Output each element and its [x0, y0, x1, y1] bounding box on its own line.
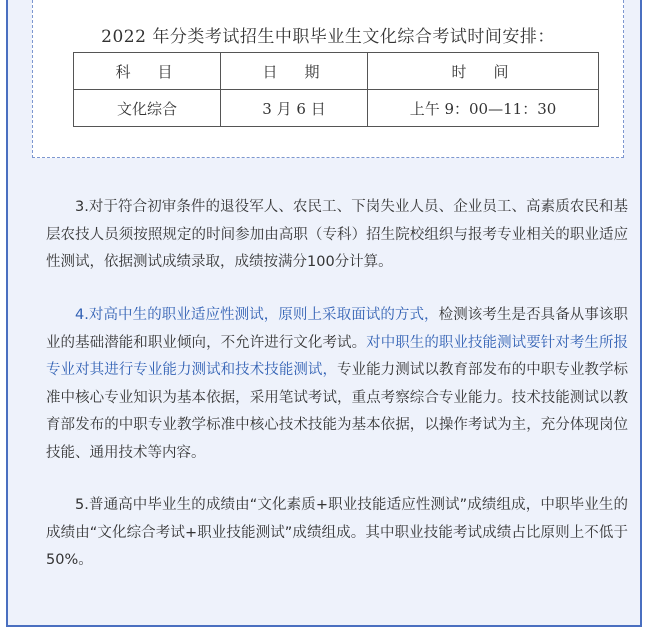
paragraph-4 [46, 302, 628, 467]
table-header-row [74, 53, 599, 90]
header-subject: 科 目 [74, 53, 221, 90]
table-row [74, 90, 599, 127]
exam-schedule-notice [32, 0, 624, 158]
paragraph-3-text: 3.对于符合初审条件的退役军人、农民工、下岗失业人员、企业员工、高素质农民和基层农技人员须按照规定的时间参加由高职（专科）招生院校组织与报考专业相关的职业适应性测试，依据测试成绩录取，成绩按满分100分计算。 [46, 199, 628, 270]
paragraph-4-text-b: 专业能力测试以教育部发布的中职专业教学标准中核心专业知识为基本依据，采用笔试考试，重点考察综合专业能力。技术技能测试以教育部发布的中职专业教学标准中核心技术技能为基本依据，以操作考试为主，充分体现岗位技能、通用技术等内容。 [46, 362, 629, 461]
cell-subject: 文化综合 [74, 90, 221, 127]
cell-date: 3 月 6 日 [221, 90, 368, 127]
header-date: 日 期 [221, 53, 368, 90]
paragraph-4-text-a: 检测该考生是否具备从事该职业的基础潜能和职业倾向，不允许进行文化考试。 [46, 307, 629, 351]
paragraph-4-highlight-b: 对中职生的职业技能测试要针对考生所报专业对其进行专业能力测试和技术技能测试， [46, 334, 629, 378]
paragraph-5 [46, 492, 628, 575]
header-time: 时 间 [368, 53, 599, 90]
paragraph-4-highlight-a: 4.对高中生的职业适应性测试，原则上采取面试的方式， [75, 307, 439, 323]
paragraph-5-text: 5.普通高中毕业生的成绩由“文化素质+职业技能适应性测试”成绩组成，中职毕业生的成绩由“文化综合考试+职业技能测试”成绩组成。其中职业技能考试成绩占比原则上不低于50%。 [46, 497, 628, 568]
paragraph-3 [46, 194, 628, 277]
cell-time: 上午 9：00—11：30 [368, 90, 599, 127]
notice-title: 2022 年分类考试招生中职毕业生文化综合考试时间安排： [101, 27, 555, 47]
exam-schedule-table [73, 52, 599, 127]
article-frame [6, 0, 642, 627]
